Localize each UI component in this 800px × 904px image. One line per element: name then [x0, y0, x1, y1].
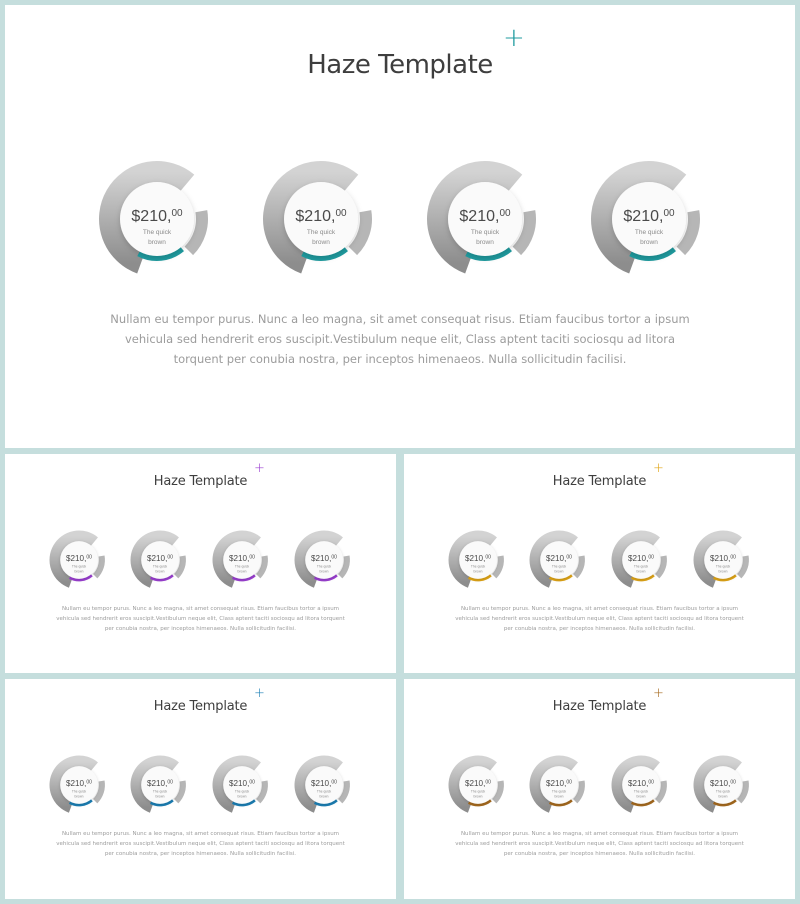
gauge-row [404, 530, 795, 590]
price-gauge [590, 160, 708, 278]
price-gauge [693, 755, 753, 815]
price-gauge [212, 530, 272, 590]
gauge-price: $210,00 [459, 208, 511, 225]
price-gauge [49, 530, 109, 590]
slide-title: Haze Template [153, 699, 248, 714]
price-gauge [212, 755, 272, 815]
gauge-caption: The quick [234, 564, 250, 569]
gauge-row [5, 755, 396, 815]
body-paragraph: Nullam eu tempor purus. Nunc a leo magna, sit amet consequat risus. Etiam faucibus tortor a ipsum vehicula sed hendrerit eros suscipit.Vestibulum neque elit, Class aptent taciti sociosqu ad litora torquent per conubia nostra, per inceptos himenaeos. Nulla sollicitudin facilisi. [56, 831, 345, 857]
gauge-caption: The quick [316, 789, 332, 794]
slide-top-right [404, 454, 795, 673]
price-gauge [130, 755, 190, 815]
gauge-caption: The quick [633, 564, 649, 569]
gauge-price: $210,00 [295, 208, 347, 225]
gauge-caption: brown [473, 569, 483, 574]
price-gauge [294, 755, 354, 815]
slide-title: Haze Template [552, 474, 647, 489]
gauge-caption: brown [476, 239, 494, 246]
gauge-caption: The quick [152, 564, 168, 569]
gauge-price: $210,00 [131, 208, 183, 225]
gauge-caption: brown [636, 569, 646, 574]
gauge-price: $210,00 [229, 554, 255, 564]
price-gauge [262, 160, 380, 278]
gauge-row [5, 160, 795, 278]
gauge-caption: The quick [152, 789, 168, 794]
gauge-price: $210,00 [623, 208, 675, 225]
gauge-caption: The quick [470, 564, 486, 569]
gauge-price: $210,00 [66, 779, 92, 789]
gauge-caption: The quick [142, 229, 172, 236]
gauge-caption: brown [312, 239, 330, 246]
gauge-caption: brown [554, 794, 564, 799]
gauge-caption: brown [636, 794, 646, 799]
price-gauge [529, 755, 589, 815]
gauge-caption: The quick [634, 229, 664, 236]
gauge-caption: The quick [715, 789, 731, 794]
gauge-price: $210,00 [710, 554, 736, 564]
body-paragraph: Nullam eu tempor purus. Nunc a leo magna, sit amet consequat risus. Etiam faucibus tortor a ipsum vehicula sed hendrerit eros suscipit.Vestibulum neque elit, Class aptent taciti sociosqu ad litora torquent per conubia nostra, per inceptos himenaeos. Nulla sollicitudin facilisi. [56, 606, 345, 632]
gauge-caption: brown [155, 794, 165, 799]
slide-title: Haze Template [307, 50, 493, 80]
gauge-caption: brown [718, 794, 728, 799]
body-paragraph: Nullam eu tempor purus. Nunc a leo magna, sit amet consequat risus. Etiam faucibus tortor a ipsum vehicula sed hendrerit eros suscipit.Vestibulum neque elit, Class aptent taciti sociosqu ad litora torquent per conubia nostra, per inceptos himenaeos. Nulla sollicitudin facilisi. [110, 312, 690, 366]
slide-title: Haze Template [552, 699, 647, 714]
gauge-caption: The quick [234, 789, 250, 794]
gauge-row [404, 755, 795, 815]
price-gauge [130, 530, 190, 590]
gauge-caption: brown [148, 239, 166, 246]
gauge-caption: The quick [316, 564, 332, 569]
gauge-row [5, 530, 396, 590]
plus-icon: + [254, 686, 265, 701]
gauge-price: $210,00 [229, 779, 255, 789]
plus-icon: + [653, 686, 664, 701]
gauge-caption: The quick [633, 789, 649, 794]
gauge-price: $210,00 [465, 554, 491, 564]
price-gauge [426, 160, 544, 278]
gauge-price: $210,00 [147, 779, 173, 789]
gauge-caption: The quick [715, 564, 731, 569]
gauge-price: $210,00 [311, 554, 337, 564]
gauge-caption: brown [718, 569, 728, 574]
gauge-price: $210,00 [546, 779, 572, 789]
gauge-caption: brown [473, 794, 483, 799]
plus-icon: + [254, 461, 265, 476]
gauge-price: $210,00 [147, 554, 173, 564]
body-paragraph: Nullam eu tempor purus. Nunc a leo magna, sit amet consequat risus. Etiam faucibus tortor a ipsum vehicula sed hendrerit eros suscipit.Vestibulum neque elit, Class aptent taciti sociosqu ad litora torquent per conubia nostra, per inceptos himenaeos. Nulla sollicitudin facilisi. [455, 831, 744, 857]
gauge-caption: brown [74, 569, 84, 574]
gauge-caption: brown [237, 569, 247, 574]
body-paragraph: Nullam eu tempor purus. Nunc a leo magna, sit amet consequat risus. Etiam faucibus tortor a ipsum vehicula sed hendrerit eros suscipit.Vestibulum neque elit, Class aptent taciti sociosqu ad litora torquent per conubia nostra, per inceptos himenaeos. Nulla sollicitudin facilisi. [455, 606, 744, 632]
price-gauge [294, 530, 354, 590]
gauge-price: $210,00 [465, 779, 491, 789]
gauge-caption: The quick [551, 564, 567, 569]
slide-top-left [5, 454, 396, 673]
gauge-price: $210,00 [710, 779, 736, 789]
price-gauge [448, 530, 508, 590]
gauge-price: $210,00 [546, 554, 572, 564]
plus-icon: + [503, 23, 525, 53]
slide-main [5, 5, 795, 448]
price-gauge [611, 530, 671, 590]
price-gauge [448, 755, 508, 815]
gauge-caption: The quick [306, 229, 336, 236]
gauge-price: $210,00 [66, 554, 92, 564]
slide-title: Haze Template [153, 474, 248, 489]
price-gauge [529, 530, 589, 590]
gauge-caption: brown [74, 794, 84, 799]
gauge-caption: brown [155, 569, 165, 574]
gauge-caption: brown [237, 794, 247, 799]
price-gauge [693, 530, 753, 590]
gauge-caption: The quick [470, 229, 500, 236]
gauge-price: $210,00 [628, 779, 654, 789]
slide-bottom-right [404, 679, 795, 899]
gauge-caption: The quick [551, 789, 567, 794]
price-gauge [49, 755, 109, 815]
plus-icon: + [653, 461, 664, 476]
gauge-caption: The quick [71, 789, 87, 794]
gauge-caption: brown [554, 569, 564, 574]
gauge-caption: brown [640, 239, 658, 246]
gauge-caption: brown [319, 569, 329, 574]
gauge-caption: The quick [71, 564, 87, 569]
gauge-caption: The quick [470, 789, 486, 794]
price-gauge [611, 755, 671, 815]
price-gauge [98, 160, 216, 278]
slide-bottom-left [5, 679, 396, 899]
gauge-price: $210,00 [628, 554, 654, 564]
gauge-price: $210,00 [311, 779, 337, 789]
gauge-caption: brown [319, 794, 329, 799]
